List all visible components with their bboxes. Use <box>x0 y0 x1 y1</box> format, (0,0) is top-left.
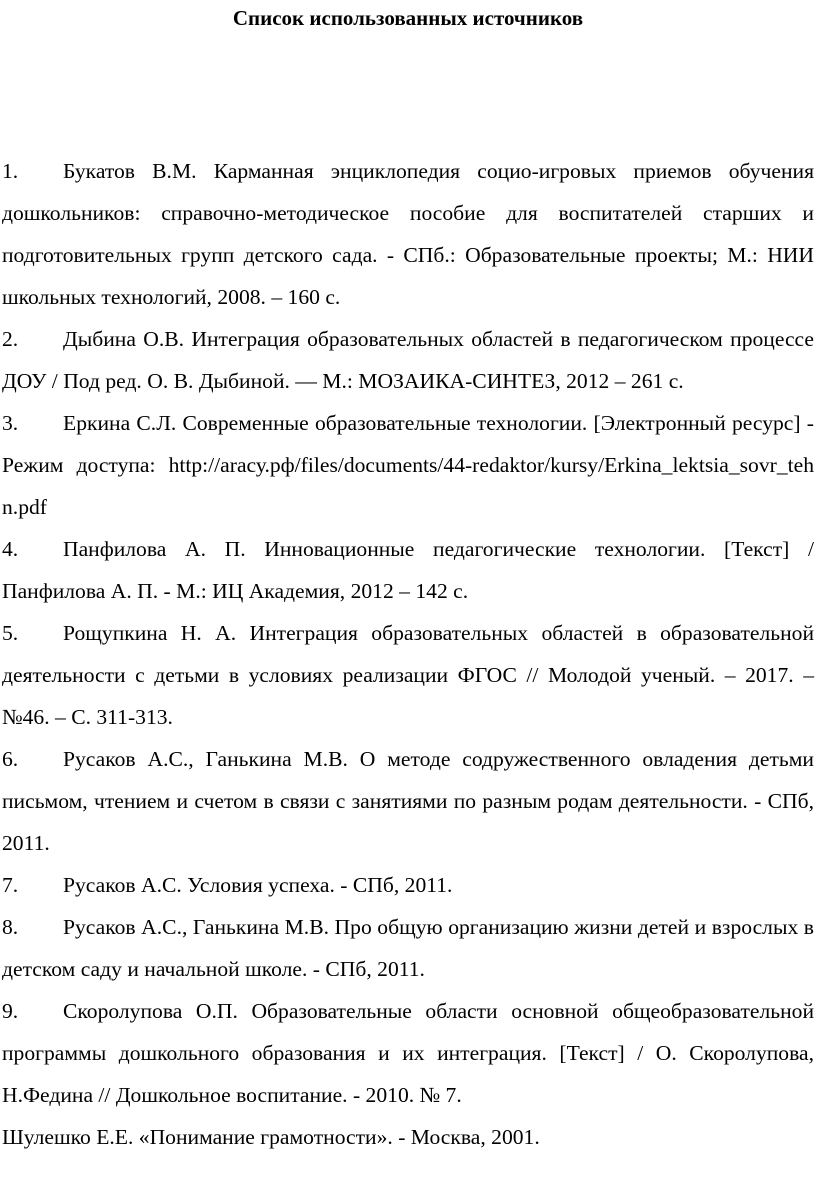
reference-text: Панфилова А. П. Инновационные педагогические технологии. [Текст] / Панфилова А. П. - М.: ИЦ Академия, 2012 – 142 с. <box>2 537 814 603</box>
reference-item <box>2 150 814 318</box>
reference-item <box>2 528 814 612</box>
reference-text: Русаков А.С. Условия успеха. - СПб, 2011. <box>63 873 453 897</box>
reference-trailing-line: Шулешко Е.Е. «Понимание грамотности». - Москва, 2001. <box>2 1125 540 1149</box>
reference-item <box>2 906 814 990</box>
reference-item <box>2 738 814 864</box>
reference-number: 1. <box>2 159 19 183</box>
reference-text: Скоролупова О.П. Образовательные области основной общеобразовательной программы дошкольного образования и их интеграция. [Текст] / О. Скоролупова, Н.Федина // Дошкольное воспитание. - 2010. № 7. <box>2 999 814 1107</box>
page-title: Список использованных источников <box>232 6 584 30</box>
reference-url[interactable]: http://arасу.рф/files/documents/44-redaktor/kursy/Erkina_lektsia_sovr_tehn.pdf <box>2 453 814 519</box>
reference-item <box>2 990 814 1116</box>
reference-number: 6. <box>2 747 19 771</box>
reference-number: 2. <box>2 327 19 351</box>
reference-text: Дыбина О.В. Интеграция образовательных областей в педагогическом процессе ДОУ / Под ред. О. В. Дыбиной. –– М.: МОЗАИКА-СИНТЕЗ, 2012 – 261 с. <box>2 327 814 393</box>
reference-text: Букатов В.М. Карманная энциклопедия социо-игровых приемов обучения дошкольников: справочно-методическое пособие для воспитателей старших и подготовительных групп детского сада. - СПб.: Образовательные проекты; М.: НИИ школьных технологий, 2008. – 160 с. <box>2 159 814 309</box>
reference-item <box>2 864 814 906</box>
reference-text: Еркина С.Л. Современные образовательные технологии. [Электронный ресурс] - Режим доступа: <box>2 411 814 477</box>
reference-number: 3. <box>2 411 19 435</box>
reference-number: 8. <box>2 915 19 939</box>
reference-number: 4. <box>2 537 19 561</box>
reference-item <box>2 612 814 738</box>
reference-number: 5. <box>2 621 19 645</box>
reference-item <box>2 318 814 402</box>
reference-text: Рощупкина Н. А. Интеграция образовательных областей в образовательной деятельности с детьми в условиях реализации ФГОС // Молодой ученый. – 2017. – №46. – С. 311-313. <box>2 621 814 729</box>
reference-number: 9. <box>2 999 19 1023</box>
reference-number: 7. <box>2 873 19 897</box>
reference-text: Русаков А.С., Ганькина М.В. Про общую организацию жизни детей и взрослых в детском саду и начальной школе. - СПб, 2011. <box>2 915 814 981</box>
reference-text: Русаков А.С., Ганькина М.В. О методе содружественного овладения детьми письмом, чтением и счетом в связи с занятиями по разным родам деятельности. - СПб, 2011. <box>2 747 814 855</box>
references-list <box>2 150 814 1158</box>
reference-item <box>2 402 814 528</box>
